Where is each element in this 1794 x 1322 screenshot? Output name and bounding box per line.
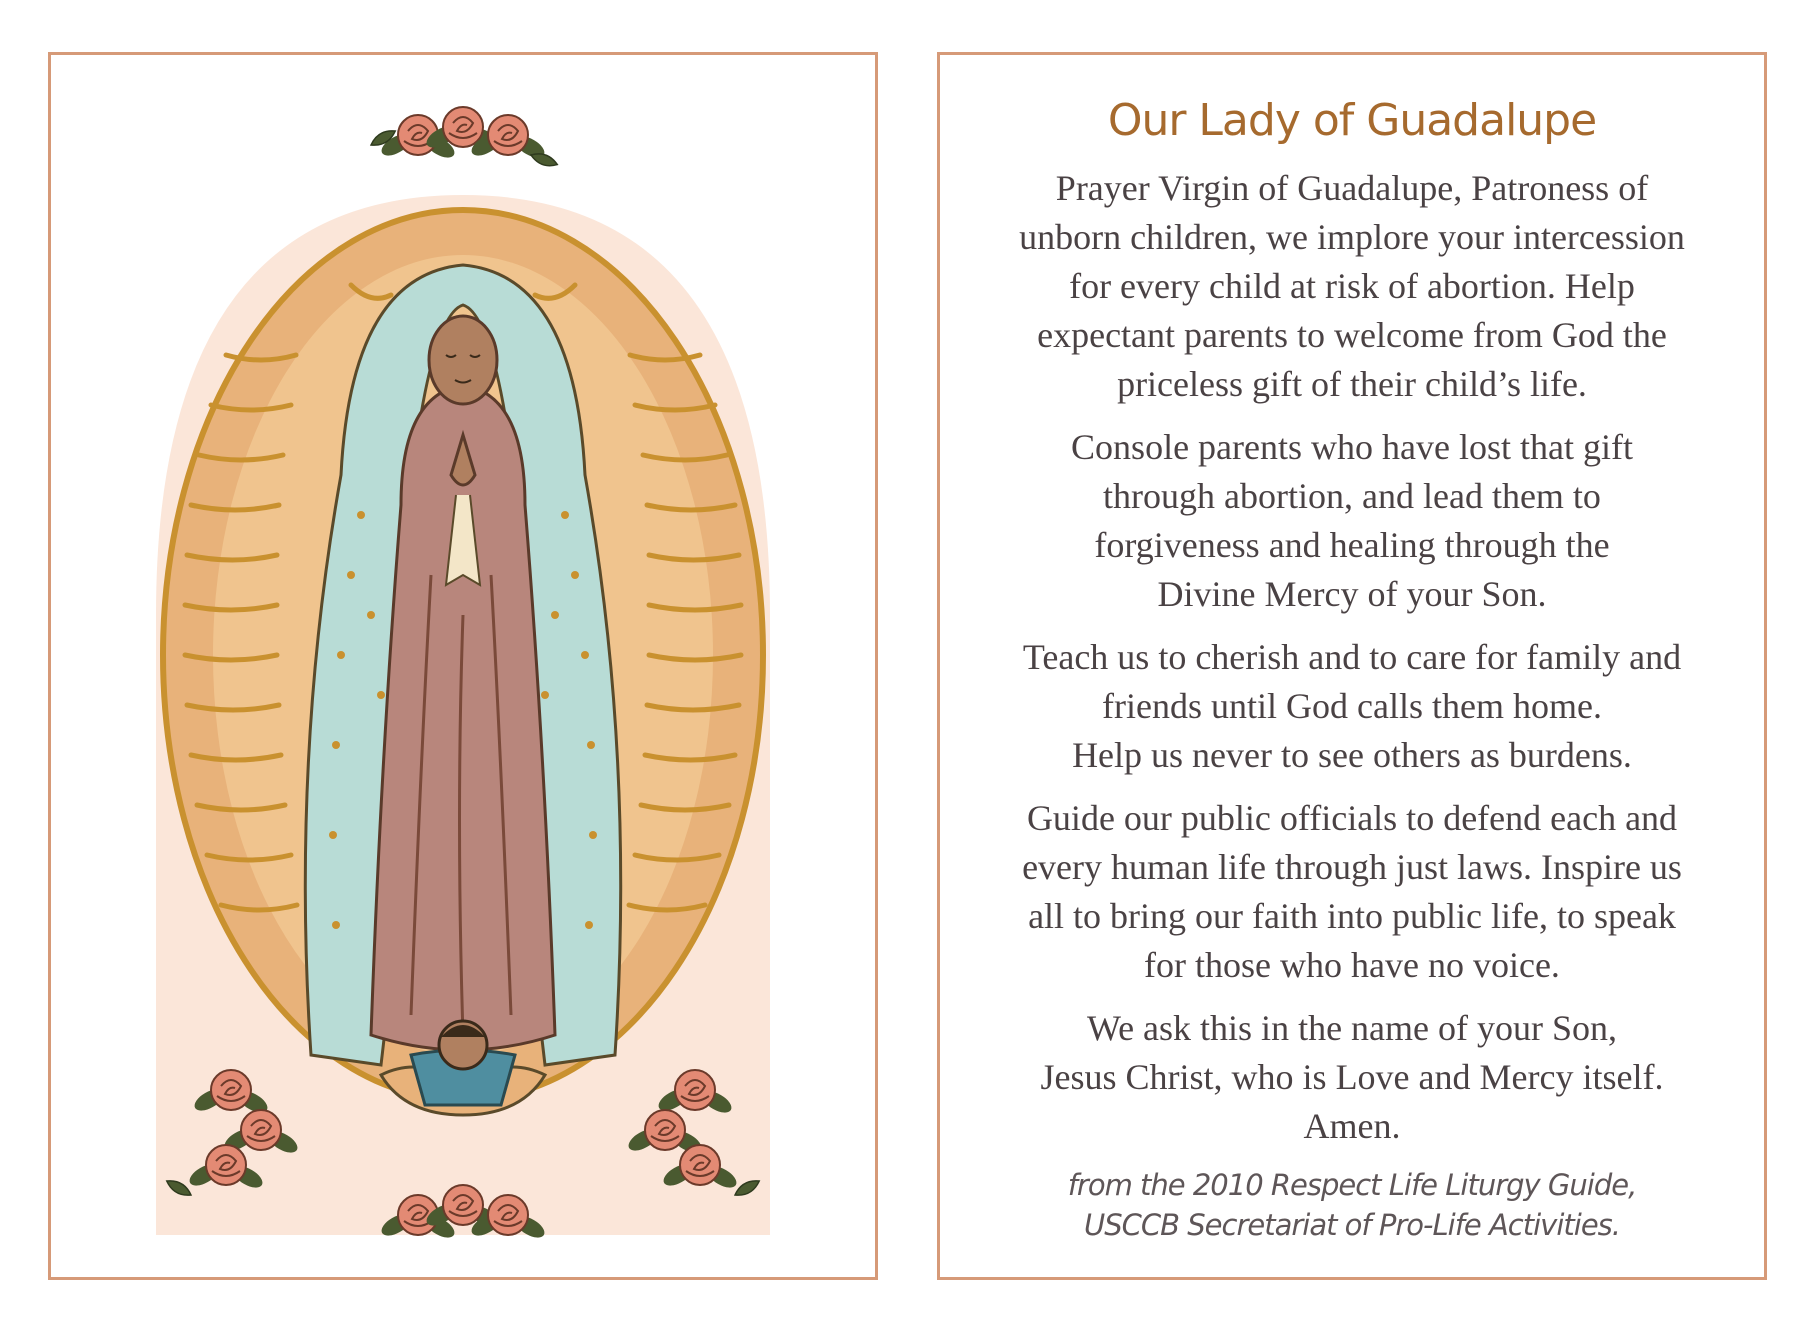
prayer-line: We ask this in the name of your Son, (1086, 1008, 1617, 1048)
prayer-stanza-2 (960, 423, 1744, 619)
prayer-line: for those who have no voice. (1144, 945, 1560, 985)
prayer-line: unborn children, we implore your intercession (1019, 217, 1685, 257)
prayer-line: every human life through just laws. Inspire us (1022, 847, 1682, 887)
prayer-line: Teach us to cherish and to care for family and (1022, 637, 1682, 677)
prayer-line: Prayer Virgin of Guadalupe, Patroness of (1055, 168, 1649, 208)
prayer-line: expectant parents to welcome from God the (1037, 315, 1667, 355)
prayer-stanza-4 (960, 794, 1744, 990)
source-line: USCCB Secretariat of Pro-Life Activities. (1084, 1208, 1620, 1242)
illustration-card (48, 52, 878, 1280)
prayer-line: Guide our public officials to defend each and (1026, 798, 1678, 838)
prayer-stanza-5 (960, 1004, 1744, 1151)
source-line: from the 2010 Respect Life Liturgy Guide, (1067, 1168, 1637, 1202)
prayer-card (937, 52, 1767, 1280)
prayer-line: Amen. (1303, 1106, 1401, 1146)
prayer-line: Divine Mercy of your Son. (1157, 574, 1547, 614)
prayer-line: Jesus Christ, who is Love and Mercy itself. (1040, 1057, 1664, 1097)
prayer-line: all to bring our faith into public life, to speak (1028, 896, 1676, 936)
prayer-line: Help us never to see others as burdens. (1072, 735, 1632, 775)
prayer-line: for every child at risk of abortion. Help (1069, 266, 1635, 306)
prayer-stanza-3 (960, 633, 1744, 780)
prayer-title: Our Lady of Guadalupe (1107, 95, 1597, 146)
guadalupe-illustration (51, 55, 875, 1277)
source-citation (960, 1165, 1744, 1245)
prayer-line: priceless gift of their child’s life. (1117, 364, 1587, 404)
prayer-line: forgiveness and healing through the (1094, 525, 1610, 565)
prayer-stanza-1 (960, 164, 1744, 409)
prayer-text (960, 95, 1744, 1245)
prayer-line: through abortion, and lead them to (1103, 476, 1601, 516)
prayer-line: friends until God calls them home. (1102, 686, 1602, 726)
prayer-line: Console parents who have lost that gift (1071, 427, 1633, 467)
